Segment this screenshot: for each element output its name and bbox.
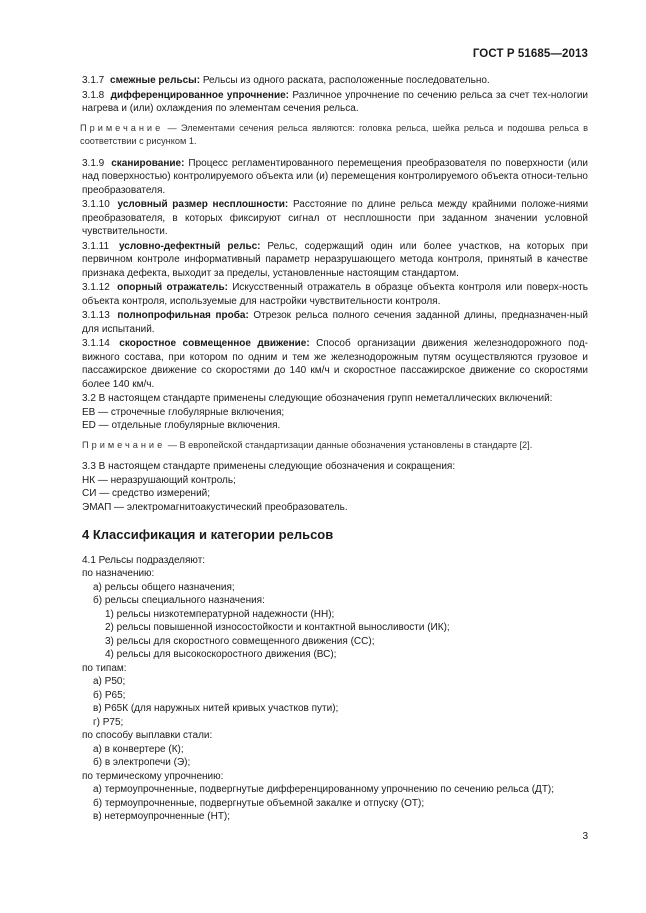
classification-line: по способу выплавки стали:	[82, 730, 213, 741]
classification-line: по типам:	[82, 662, 127, 674]
abbr-nk: НК — неразрушающий контроль;	[82, 474, 236, 486]
definition-3-1-9: 3.1.9 сканирование: Процесс регламентированного перемещения преобразователя по поверхности (или над поверхностью) контролируемого объекта или (и) перемещения контролируемого объекта относи-тельно преобразователя.	[82, 157, 589, 196]
classification-line: в) нетермоупрочненные (НТ);	[93, 811, 231, 822]
classification-line: б) в электропечи (Э);	[93, 757, 191, 768]
classification-line: г) Р75;	[93, 716, 124, 728]
definition-3-1-13: 3.1.13 полнопрофильная проба: Отрезок рельса полного сечения заданной длины, предназначен-ный для испытаний.	[82, 310, 589, 335]
term: опорный отражатель:	[117, 282, 228, 293]
definition-3-1-12: 3.1.12 опорный отражатель: Искусственный отражатель в образце объекта контроля или поверх-ность объекта контроля, используемые для настройки чувствительности контроля.	[82, 282, 589, 307]
definition-3-1-10: 3.1.10 условный размер несплошности: Расстояние по длине рельса между крайними положе-ниями преобразователя, в которых фиксируют сигнал от несплошности при заданном значении условной чувствительности.	[82, 199, 589, 237]
classification-line: б) Р65;	[93, 689, 126, 701]
note-rail-elements: Примечание — Элементами сечения рельса являются: головка рельса, шейка рельса и подошва рельса в соответствии с рисунком 1.	[80, 122, 588, 146]
classification-line: а) в конвертере (К);	[93, 743, 184, 755]
term: дифференцированное упрочнение:	[110, 89, 289, 101]
classification-line: по назначению:	[82, 568, 155, 579]
classification-list	[82, 554, 588, 824]
term: сканирование:	[111, 157, 185, 169]
classification-line: а) Р50;	[93, 676, 126, 687]
designation-eb: ЕВ — строчечные глобулярные включения;	[82, 406, 285, 418]
section-3-3-intro: 3.3 В настоящем стандарте применены следующие обозначения и сокращения:	[82, 461, 456, 472]
term: скоростное совмещенное движение:	[119, 338, 310, 349]
classification-line: по термическому упрочнению:	[82, 770, 224, 782]
definition-3-1-14: 3.1.14 скоростное совмещенное движение: Способ организации движения железнодорожного под-вижного состава, при котором по одним и тем же железнодорожным путям осуществляются грузовое и пассажирское движение со скоростями до 140 км/ч и скоростное пассажирское движение со скоростями более 140 км/ч.	[82, 338, 588, 390]
classification-line: а) рельсы общего назначения;	[93, 581, 235, 593]
classification-line: 2) рельсы повышенной износостойкости и контактной выносливости (ИК);	[105, 622, 450, 633]
abbr-emap: ЭМАП — электромагнитоакустический преобразователь.	[82, 501, 348, 513]
term: условно-дефектный рельс:	[118, 240, 261, 252]
classification-line: 4.1 Рельсы подразделяют:	[82, 554, 206, 566]
section-4-heading: 4 Классификация и категории рельсов	[82, 527, 334, 542]
classification-line: б) термоупрочненные, подвергнутые объемной закалке и отпуску (ОТ);	[93, 797, 425, 809]
definition-3-1-11: 3.1.11 условно-дефектный рельс: Рельс, содержащий один или более участков, на которых при первичном контроле информативный параметр неразрушающего метода контроля, принятый в качестве признака дефекта, выходит за пределы, установленные настоящим стандартом.	[82, 240, 589, 279]
classification-line: 1) рельсы низкотемпературной надежности (НН);	[105, 608, 335, 620]
standard-code-header: ГОСТ Р 51685—2013	[472, 48, 588, 60]
designation-ed: ED — отдельные глобулярные включения.	[82, 420, 281, 431]
classification-line: 3) рельсы для скоростного совмещенного движения (СС);	[105, 635, 375, 647]
classification-line: 4) рельсы для высокоскоростного движения (ВС);	[105, 649, 337, 660]
page-number: 3	[582, 831, 588, 842]
classification-line: в) Р65К (для наружных нитей кривых участков пути);	[93, 703, 339, 714]
abbr-si: СИ — средство измерений;	[82, 488, 211, 499]
term: смежные рельсы:	[110, 75, 201, 86]
section-3-2-intro: 3.2 В настоящем стандарте применены следующие обозначения групп неметаллических включений:	[82, 393, 553, 404]
term: условный размер несплошности:	[117, 199, 289, 210]
classification-line: б) рельсы специального назначения:	[93, 595, 265, 606]
note-european-standard: Примечание — В европейской стандартизации данные обозначения установлены в стандарте [2].	[82, 439, 533, 450]
term: полнопрофильная проба:	[117, 310, 249, 321]
definition-3-1-7: 3.1.7 смежные рельсы: Рельсы из одного раската, расположенные последовательно.	[82, 75, 490, 86]
definition-3-1-8: 3.1.8 дифференцированное упрочнение: Различное упрочнение по сечению рельса за счет тех-нологии нагрева и (или) охлаждения по элементам сечения рельса.	[82, 89, 589, 114]
classification-line: а) термоупрочненные, подвергнутые дифференцированному упрочнению по сечению рельса (ДТ);	[93, 784, 555, 795]
page-content	[82, 74, 588, 824]
